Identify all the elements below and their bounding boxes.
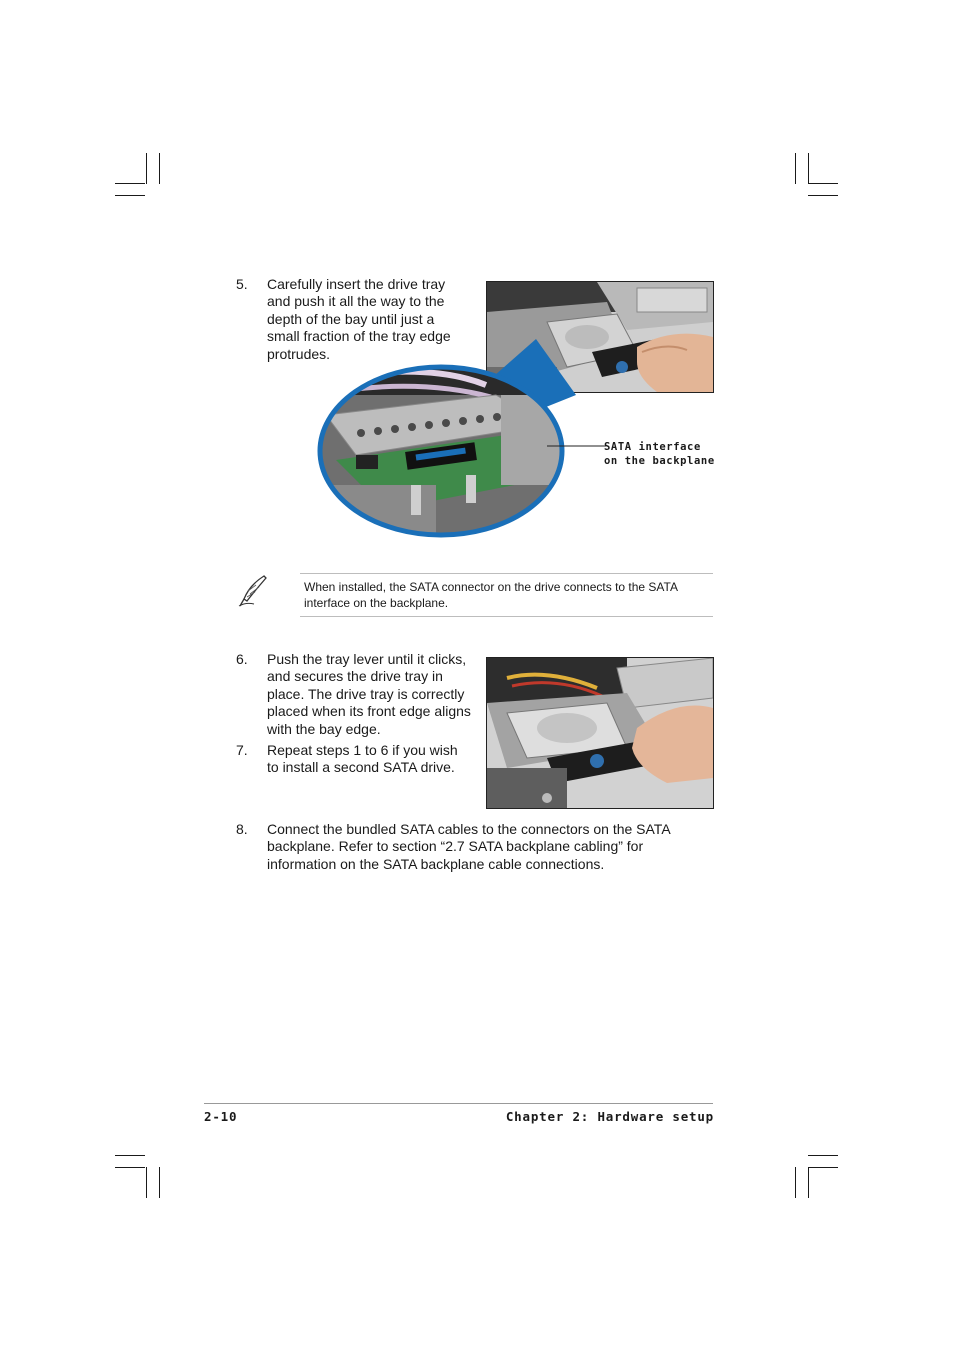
note-line: When installed, the SATA connector on the drive connects to the SATA — [304, 580, 678, 594]
step-text — [267, 821, 671, 873]
step-line: placed when its front edge aligns — [267, 703, 471, 720]
callout-line: on the backplane — [604, 455, 715, 467]
step-line: and secures the drive tray in — [267, 668, 443, 685]
crop-mark — [808, 1155, 838, 1156]
step-text — [267, 742, 458, 777]
crop-mark — [115, 1167, 145, 1168]
note-top-rule — [300, 573, 713, 574]
step-line: with the bay edge. — [267, 720, 381, 737]
step-line: and push it all the way to the — [267, 293, 445, 310]
step-number: 7. — [236, 742, 248, 758]
step-line: protrudes. — [267, 345, 331, 362]
step-line: information on the SATA backplane cable connections. — [267, 855, 605, 872]
step-7 — [236, 742, 481, 778]
page-number: 2-10 — [204, 1109, 238, 1124]
chapter-title: Chapter 2: Hardware setup — [505, 1109, 714, 1124]
step-line: Push the tray lever until it clicks, — [267, 651, 467, 667]
sata-interface-callout — [604, 440, 715, 468]
step-line: Repeat steps 1 to 6 if you wish — [267, 742, 458, 758]
step-number: 6. — [236, 651, 248, 667]
crop-mark — [159, 1167, 160, 1198]
pen-icon — [236, 573, 272, 609]
step-line: depth of the bay until just a — [267, 310, 435, 327]
crop-mark — [808, 1167, 809, 1198]
crop-mark — [808, 1167, 838, 1168]
footer-rule — [204, 1103, 713, 1104]
step-number: 8. — [236, 821, 248, 837]
crop-mark — [146, 1167, 147, 1198]
step-text — [267, 651, 471, 738]
crop-mark — [146, 153, 147, 184]
note-line: interface on the backplane. — [304, 596, 449, 610]
step-line: place. The drive tray is correctly — [267, 685, 465, 702]
step-number: 5. — [236, 276, 248, 292]
note-bottom-rule — [300, 616, 713, 617]
step-6 — [236, 651, 481, 741]
step-line: to install a second SATA drive. — [267, 759, 455, 776]
callout-line: SATA interface — [604, 441, 701, 453]
crop-mark — [808, 153, 809, 184]
step-8 — [236, 821, 696, 875]
backplane-magnified-view — [316, 335, 606, 540]
step-line: Carefully insert the drive tray — [267, 276, 446, 292]
step-line: Connect the bundled SATA cables to the connectors on the SATA — [267, 821, 671, 837]
crop-mark — [159, 153, 160, 184]
crop-mark — [115, 195, 145, 196]
step-line: backplane. Refer to section “2.7 SATA backplane cabling” for — [267, 838, 644, 855]
crop-mark — [795, 153, 796, 184]
crop-mark — [808, 195, 838, 196]
step-line: small fraction of the tray edge — [267, 328, 451, 345]
crop-mark — [115, 1155, 145, 1156]
crop-mark — [115, 183, 145, 184]
note-text — [304, 579, 678, 611]
crop-mark — [808, 183, 838, 184]
drive-tray-lever-photo — [486, 657, 714, 809]
crop-mark — [795, 1167, 796, 1198]
